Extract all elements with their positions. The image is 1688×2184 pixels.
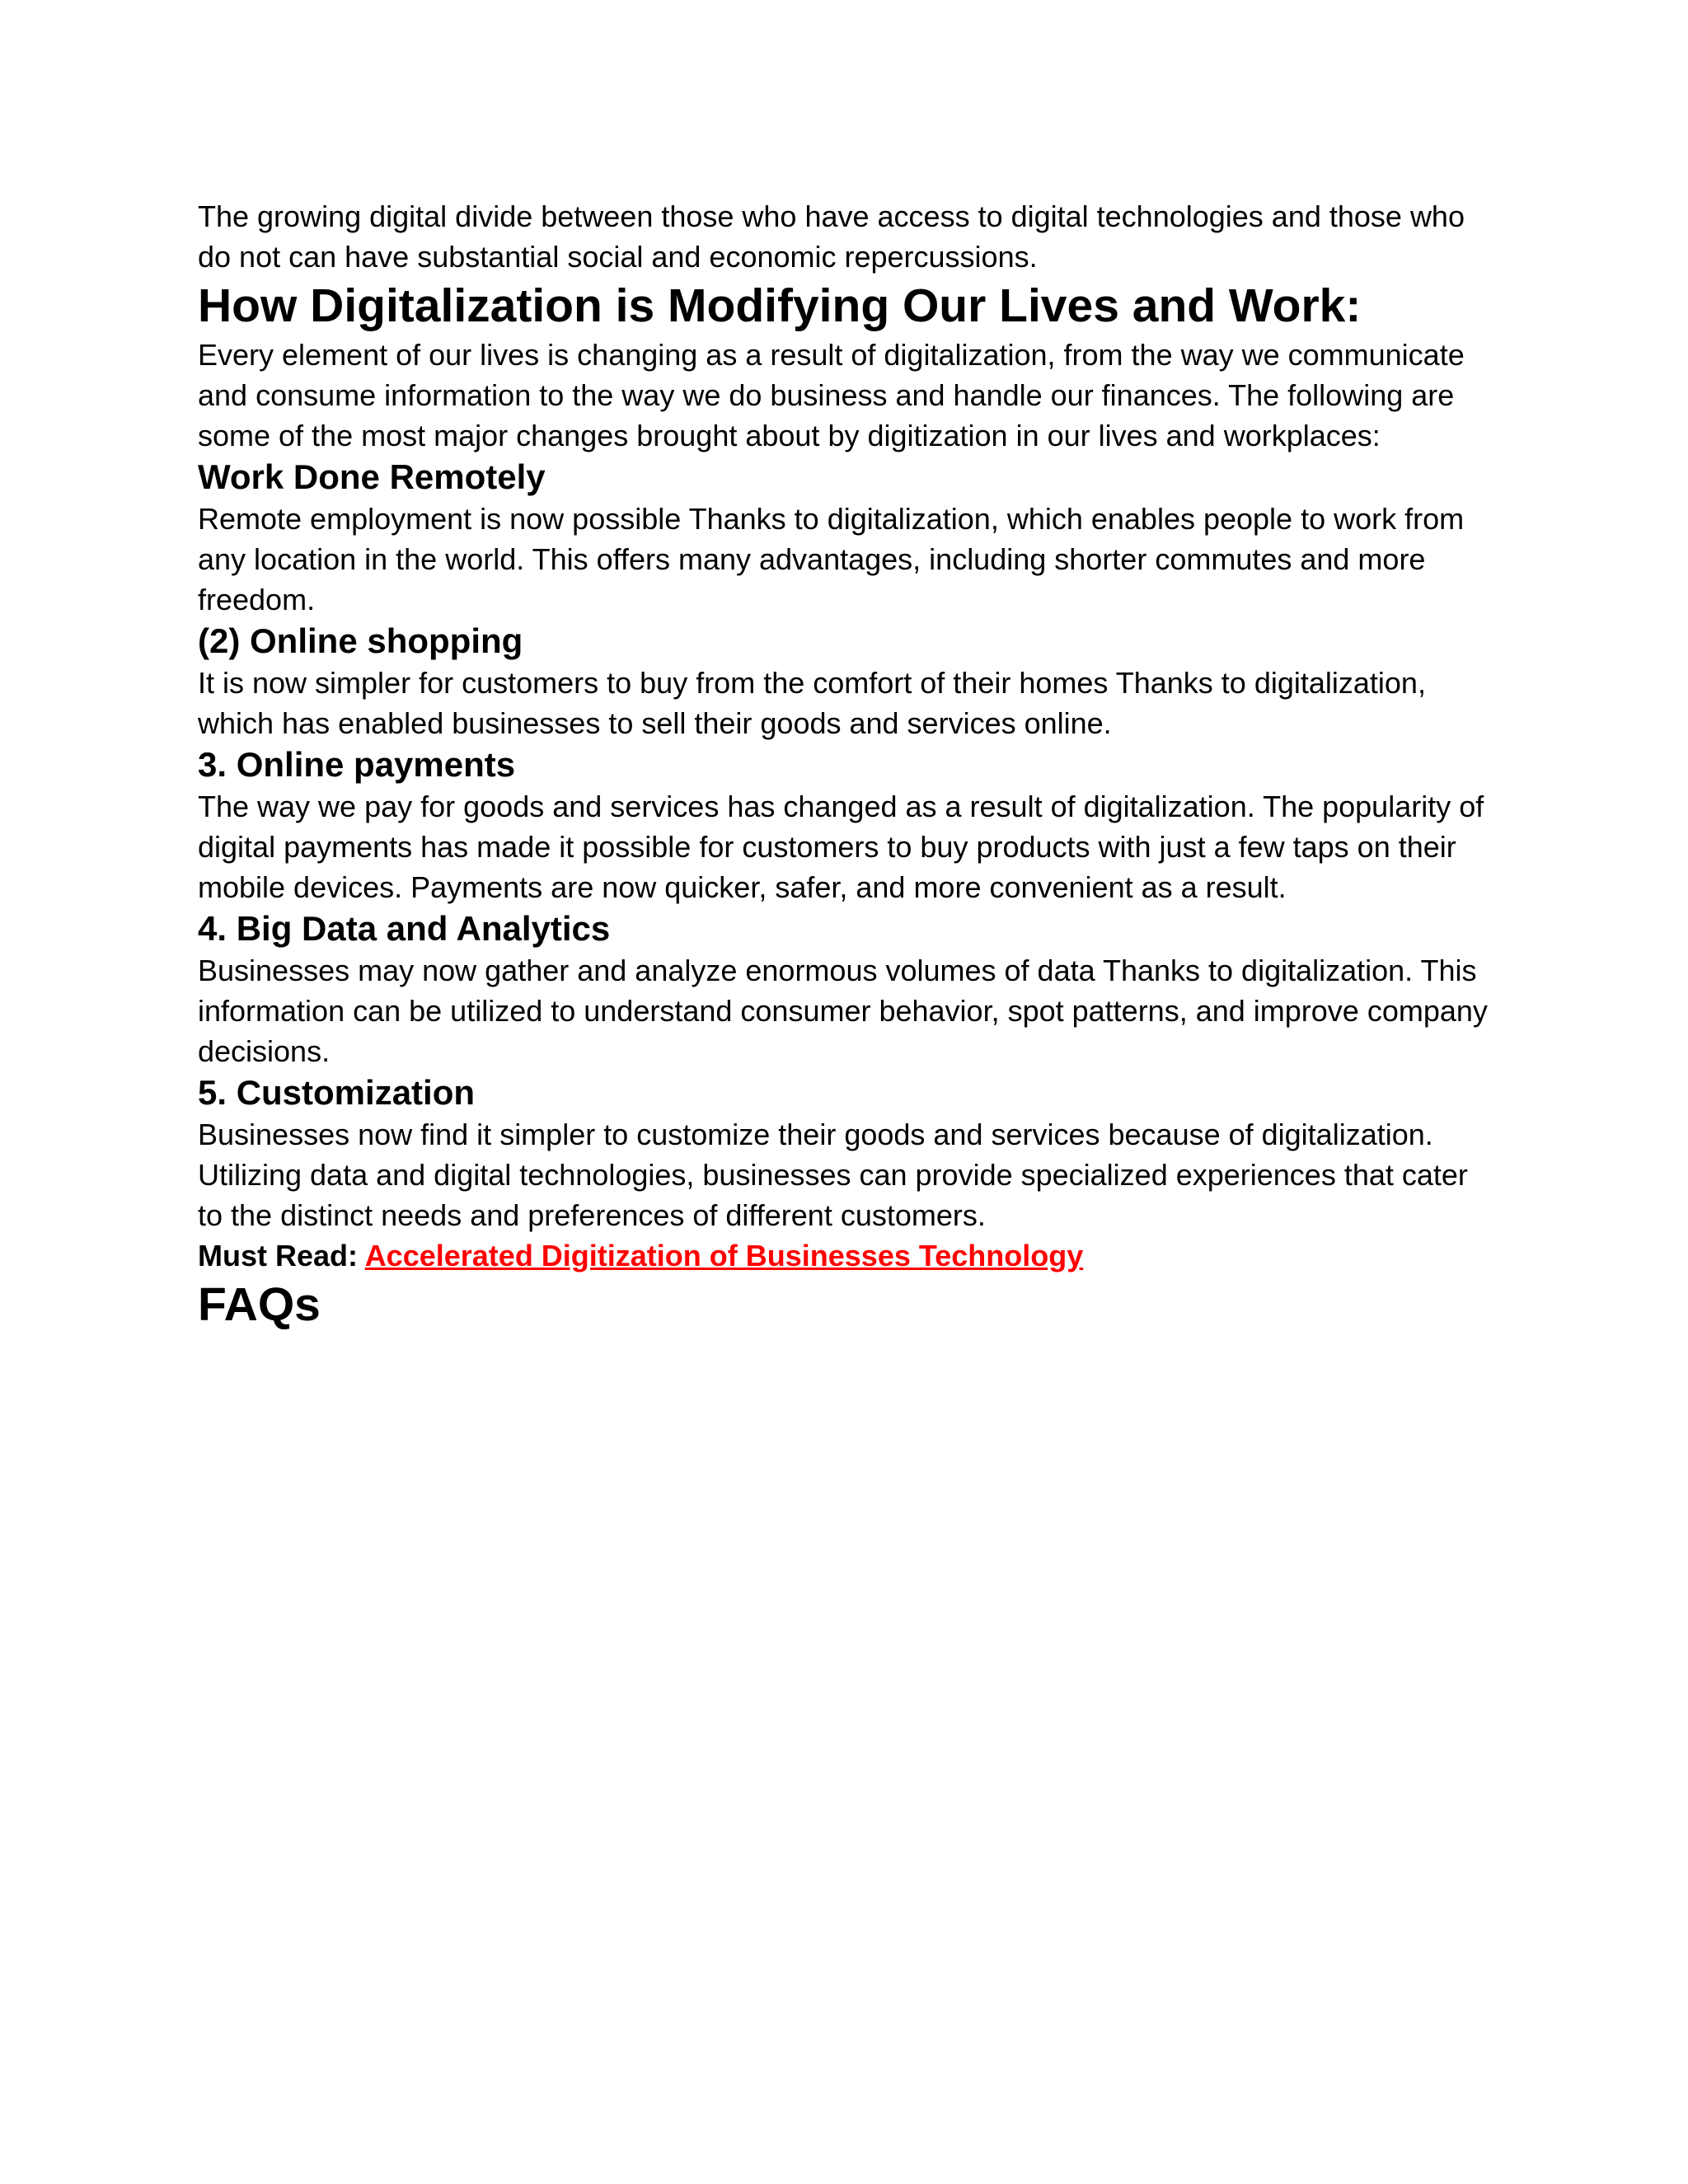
intro-paragraph: The growing digital divide between those who have access to digital technologies and those who do not can have substantial social and economic repercussions. <box>198 199 1465 274</box>
subsection-heading-customization: 5. Customization <box>198 1073 476 1112</box>
must-read-label: Must Read: <box>198 1239 359 1272</box>
faqs-title: FAQs <box>198 1278 321 1331</box>
subsection-heading-online-shopping: (2) Online shopping <box>198 621 523 660</box>
subsection-heading-remote-work: Work Done Remotely <box>198 457 546 496</box>
subsection-text-customization: Businesses now find it simpler to customize their goods and services because of digitalization. Utilizing data and digital technologies, businesses can provide specialized experiences that cater to the distinct needs and preferences of different customers. <box>198 1118 1468 1232</box>
must-read-line <box>198 1235 1500 1276</box>
subsection-heading-big-data: 4. Big Data and Analytics <box>198 909 611 948</box>
subsection-text-online-payments: The way we pay for goods and services has changed as a result of digitalization. The popularity of digital payments has made it possible for customers to buy products with just a few taps on their mobile devices. Payments are now quicker, safer, and more convenient as a result. <box>198 790 1484 904</box>
subsection-text-online-shopping: It is now simpler for customers to buy from the comfort of their homes Thanks to digitalization, which has enabled businesses to sell their goods and services online. <box>198 666 1426 740</box>
subsection-text-remote-work: Remote employment is now possible Thanks to digitalization, which enables people to work from any location in the world. This offers many advantages, including shorter commutes and more freedom. <box>198 502 1465 616</box>
section-intro-paragraph: Every element of our lives is changing as a result of digitalization, from the way we communicate and consume information to the way we do business and handle our finances. The following are some of the most major changes brought about by digitization in our lives and workplaces: <box>198 338 1465 452</box>
document-page <box>198 196 1500 1333</box>
must-read-link[interactable]: Accelerated Digitization of Businesses Technology <box>364 1239 1084 1272</box>
section-title: How Digitalization is Modifying Our Lives and Work: <box>198 279 1362 332</box>
subsection-heading-online-payments: 3. Online payments <box>198 745 516 784</box>
subsection-text-big-data: Businesses may now gather and analyze enormous volumes of data Thanks to digitalization. This information can be utilized to understand consumer behavior, spot patterns, and improve company decisions. <box>198 954 1488 1068</box>
